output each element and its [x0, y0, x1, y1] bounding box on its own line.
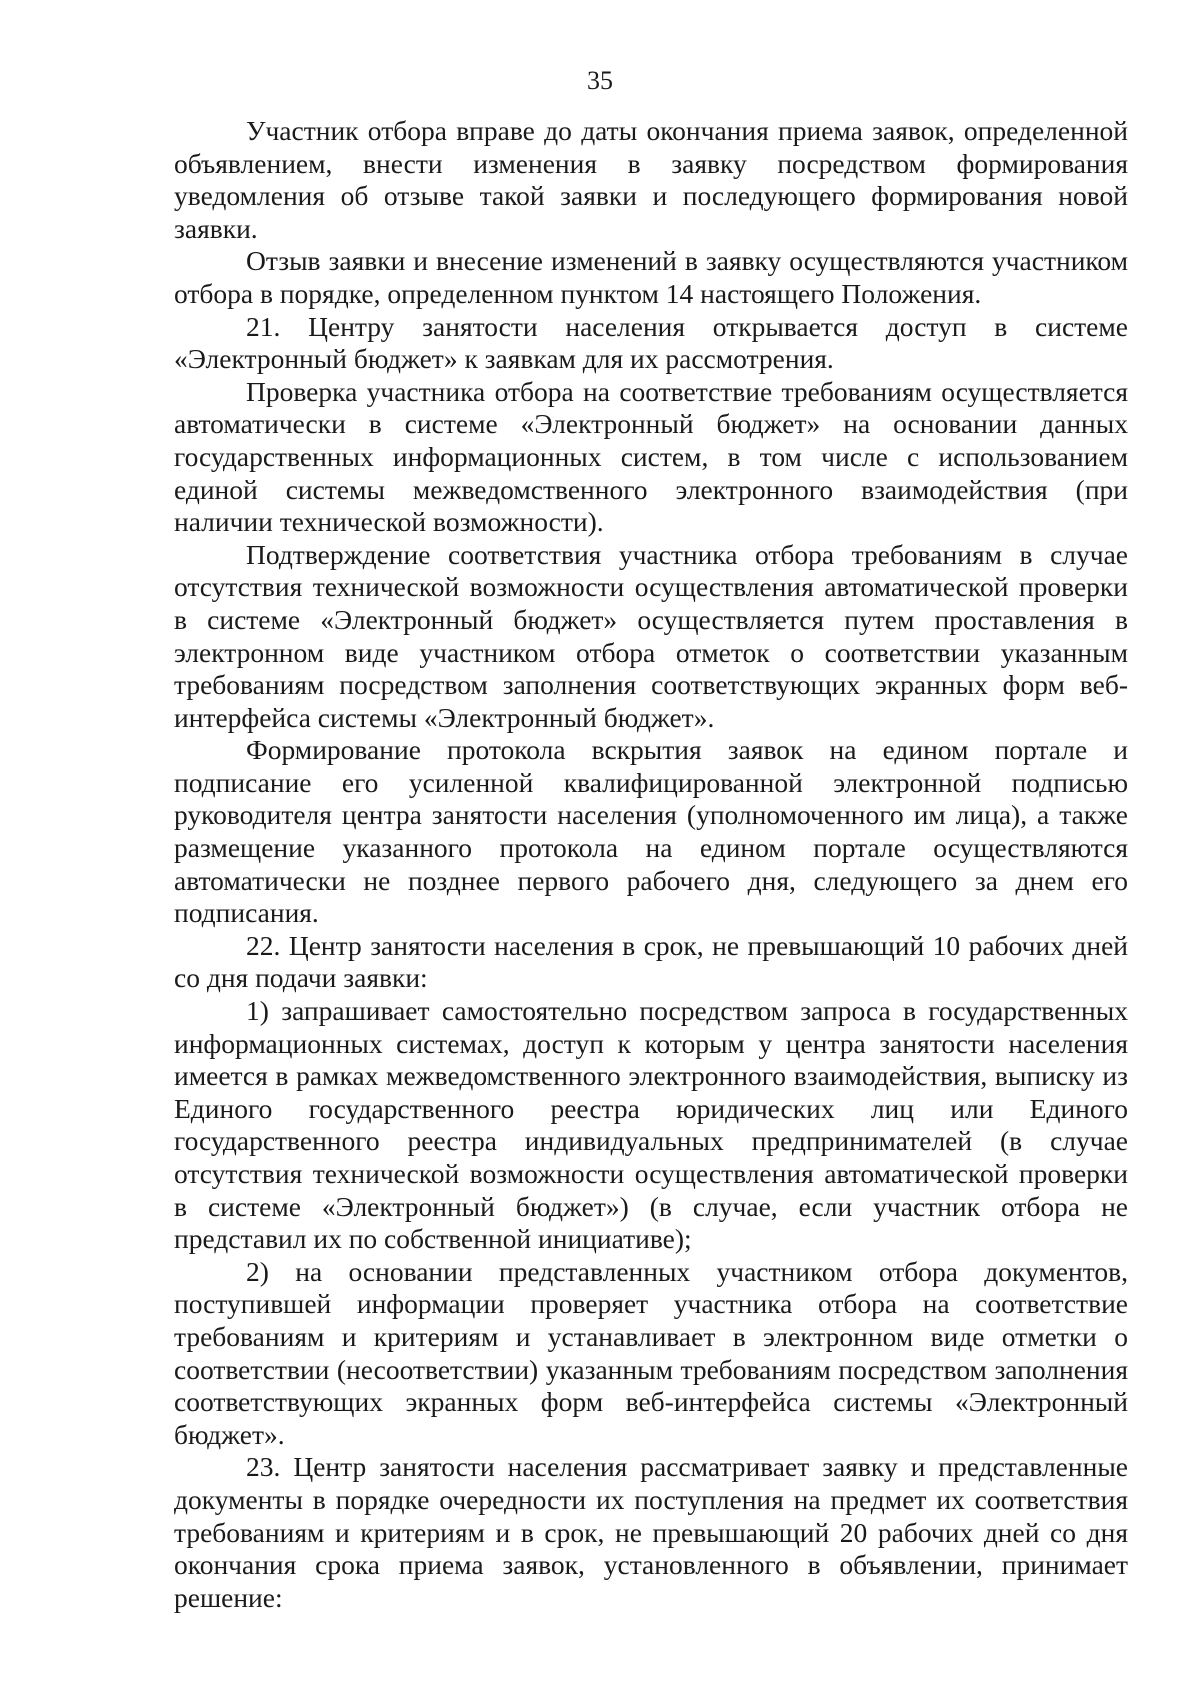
paragraph-withdraw-procedure: Отзыв заявки и внесение изменений в заявку осуществляются участником отбора в порядке, определенном пунктом 14 настоящего Положения. — [174, 245, 1128, 309]
paragraph-withdraw-right: Участник отбора вправе до даты окончания приема заявок, определенной объявлением, внести изменения в заявку посредством формирования уведомления об отзыве такой заявки и последующего формирования новой заявки. — [174, 115, 1128, 244]
list-item-1: 1) запрашивает самостоятельно посредством запроса в государственных информационных системах, доступ к которым у центра занятости населения имеется в рамках межведомственного электронного взаимодействия, выписку из Единого государственного реестра юридических лиц или Единого государственного реестра индивидуальных предпринимателей (в случае отсутствия технической возможности осуществления автоматической проверки в системе «Электронный бюджет») (в случае, если участник отбора не представил их по собственной инициативе); — [174, 995, 1128, 1255]
paragraph-opening-protocol: Формирование протокола вскрытия заявок на едином портале и подписание его усиленной квалифицированной электронной подписью руководителя центра занятости населения (уполномоченного им лица), а также размещение указанного протокола на едином портале осуществляются автоматически не позднее первого рабочего дня, следующего за днем его подписания. — [174, 734, 1128, 929]
document-body — [174, 115, 1128, 1614]
paragraph-clause-21: 21. Центру занятости населения открывается доступ в системе «Электронный бюджет» к заявкам для их рассмотрения. — [174, 310, 1128, 375]
list-item-2: 2) на основании представленных участником отбора документов, поступившей информации проверяет участника отбора на соответствие требованиям и критериям и устанавливает в электронном виде отметки о соответствии (несоответствии) указанным требованиям посредством заполнения соответствующих экранных форм веб-интерфейса системы «Электронный бюджет». — [174, 1255, 1128, 1450]
paragraph-clause-23: 23. Центр занятости населения рассматривает заявку и представленные документы в порядке очередности их поступления на предмет их соответствия требованиям и критериям и в срок, не превышающий 20 рабочих дней со дня окончания срока приема заявок, установленного в объявлении, принимает решение: — [174, 1451, 1128, 1613]
paragraph-clause-22: 22. Центр занятости населения в срок, не превышающий 10 рабочих дней со дня подачи заявки: — [174, 929, 1128, 994]
paragraph-automatic-check: Проверка участника отбора на соответствие требованиям осуществляется автоматически в системе «Электронный бюджет» на основании данных государственных информационных систем, в том числе с использованием единой системы межведомственного электронного взаимодействия (при наличии технической возможности). — [174, 375, 1128, 538]
paragraph-compliance-confirmation: Подтверждение соответствия участника отбора требованиям в случае отсутствия технической возможности осуществления автоматической проверки в системе «Электронный бюджет» осуществляется путем проставления в электронном виде участником отбора отметок о соответствии указанным требованиям посредством заполнения соответствующих экранных форм веб-интерфейса системы «Электронный бюджет». — [174, 538, 1128, 733]
page-number: 35 — [587, 66, 613, 95]
